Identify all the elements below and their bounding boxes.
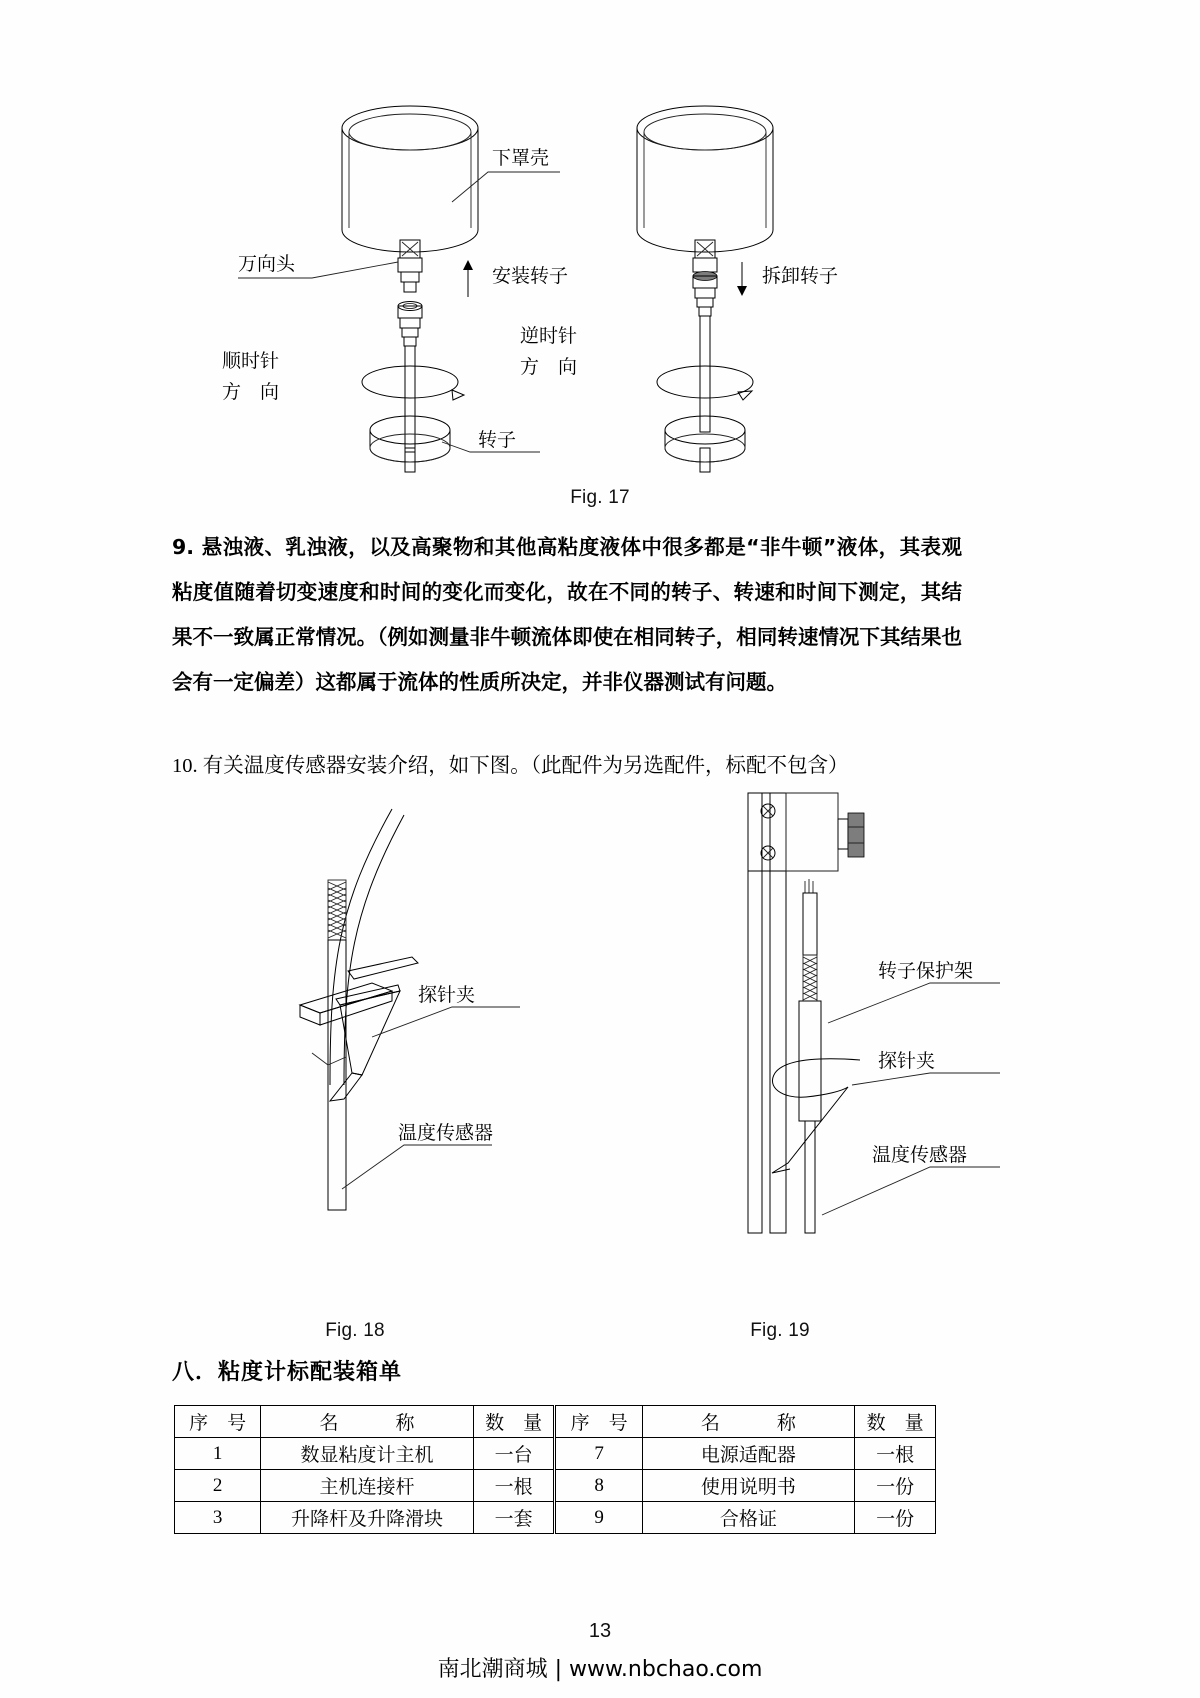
header-left-name: 名 称: [261, 1406, 473, 1438]
fig17-label-counterclockwise-1: 逆时针: [520, 326, 578, 347]
figure-17-drawing: [0, 70, 1200, 510]
cell-left-qty: 一根: [473, 1470, 555, 1502]
paragraph-item-9-text: 悬浊液、乳浊液，以及高聚物和其他高粘度液体中很多都是“非牛顿”液体，其表观粘度值随着切变速度和时间的变化而变化，故在不同的转子、转速和时间下测定，其结果不一致属正常情况。（例如测量非牛顿流体即使在相同转子，相同转速情况下其结果也会有一定偏差）这都属于流体的性质所决定，并非仪器测试有问题。: [172, 535, 963, 694]
cell-left-qty: 一台: [473, 1438, 555, 1470]
fig17-label-clockwise-2: 方 向: [222, 382, 280, 403]
cell-right-no: 7: [555, 1438, 642, 1470]
table-row: [175, 1470, 936, 1502]
packing-list-table: [174, 1405, 936, 1534]
fig19-label-probe-clip: 探针夹: [878, 1051, 936, 1072]
fig17-label-remove-rotor: 拆卸转子: [762, 266, 839, 287]
cell-right-no: 9: [555, 1502, 642, 1534]
figure-17-caption: Fig. 17: [570, 487, 630, 508]
fig17-label-install-rotor: 安装转子: [492, 266, 569, 287]
paragraph-item-10-number: 10.: [172, 755, 198, 777]
header-left-no: 序 号: [175, 1406, 261, 1438]
section-heading-packing-list: 八．粘度计标配装箱单: [172, 1360, 403, 1385]
figure-18-caption: Fig. 18: [325, 1320, 385, 1341]
fig19-label-rotor-guard: 转子保护架: [878, 961, 974, 982]
cell-right-qty: 一根: [855, 1438, 936, 1470]
paragraph-item-9: [172, 525, 962, 705]
figure-19-caption: Fig. 19: [750, 1320, 810, 1341]
fig17-label-counterclockwise-2: 方 向: [520, 357, 578, 378]
fig19-label-temperature-sensor: 温度传感器: [872, 1145, 968, 1166]
fig17-label-rotor: 转子: [478, 430, 517, 451]
header-right-no: 序 号: [555, 1406, 642, 1438]
fig17-right-assembly: [520, 106, 838, 472]
cell-right-name: 合格证: [642, 1502, 854, 1534]
cell-left-no: 3: [175, 1502, 261, 1534]
fig17-label-universal-head: 万向头: [238, 254, 296, 275]
cell-left-qty: 一套: [473, 1502, 555, 1534]
fig17-left-assembly: [222, 106, 568, 472]
header-right-qty: 数 量: [855, 1406, 936, 1438]
cell-left-name: 主机连接杆: [261, 1470, 473, 1502]
cell-right-qty: 一份: [855, 1502, 936, 1534]
paragraph-item-10: [172, 745, 972, 787]
paragraph-item-10-text: 有关温度传感器安装介绍，如下图。（此配件为另选配件，标配不包含）: [202, 755, 849, 777]
cell-left-no: 1: [175, 1438, 261, 1470]
table-row: [175, 1438, 936, 1470]
figures-18-19-drawing: [0, 785, 1200, 1240]
fig17-label-lower-housing: 下罩壳: [492, 148, 550, 169]
fig18-drawing: [300, 809, 520, 1210]
header-right-name: 名 称: [642, 1406, 854, 1438]
fig17-label-clockwise-1: 顺时针: [222, 351, 280, 372]
figures-18-19: [0, 785, 1200, 1240]
figure-17: [0, 70, 1200, 510]
fig18-label-temperature-sensor: 温度传感器: [398, 1123, 494, 1144]
footer-brand: 南北潮商城 | www.nbchao.com: [437, 1657, 763, 1682]
fig18-label-probe-clip: 探针夹: [418, 985, 476, 1006]
cell-right-no: 8: [555, 1470, 642, 1502]
cell-left-name: 升降杆及升降滑块: [261, 1502, 473, 1534]
cell-left-no: 2: [175, 1470, 261, 1502]
paragraph-item-9-number: 9.: [172, 535, 195, 559]
table-row: [175, 1502, 936, 1534]
cell-right-name: 使用说明书: [642, 1470, 854, 1502]
cell-right-qty: 一份: [855, 1470, 936, 1502]
page-number: 13: [588, 1620, 612, 1642]
header-left-qty: 数 量: [473, 1406, 555, 1438]
fig19-drawing: [748, 793, 1000, 1233]
cell-right-name: 电源适配器: [642, 1438, 854, 1470]
cell-left-name: 数显粘度计主机: [261, 1438, 473, 1470]
table-header-row: [175, 1406, 936, 1438]
